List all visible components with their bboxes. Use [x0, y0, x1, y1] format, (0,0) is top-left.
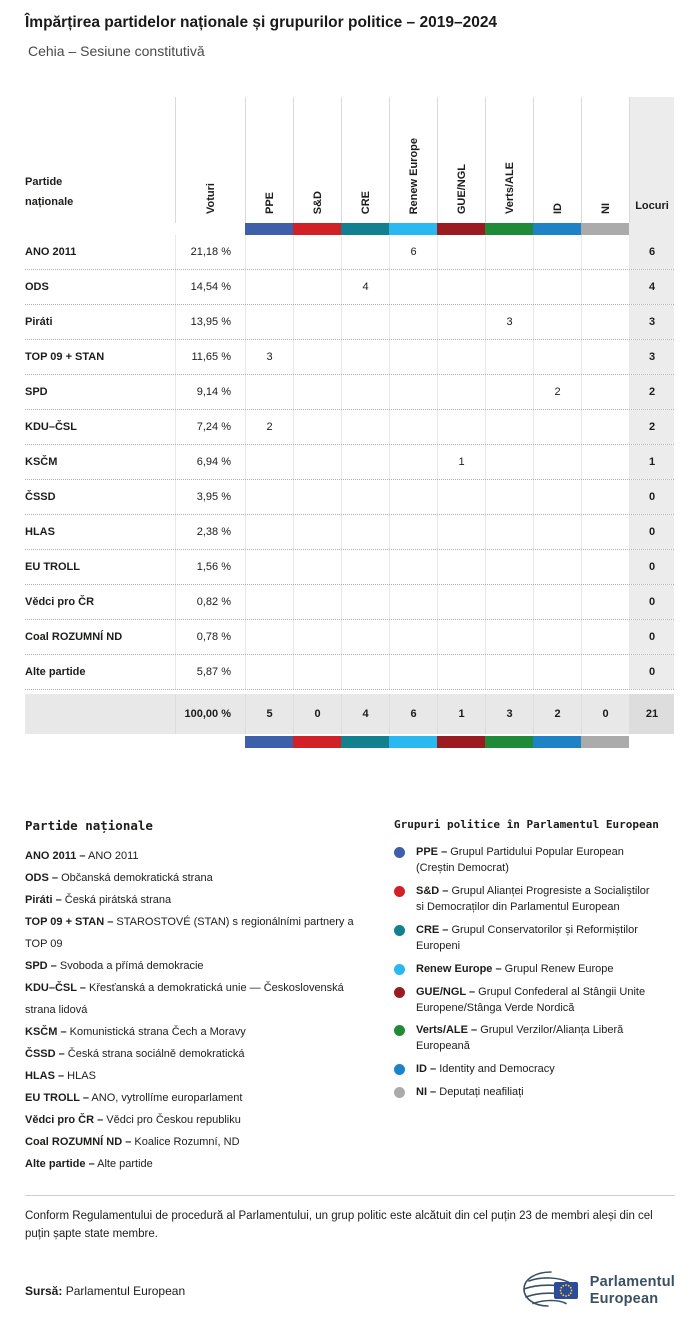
group-column-header-cell: [293, 97, 341, 223]
group-legend-text: NI – Deputați neafiliați: [416, 1086, 524, 1099]
total-group-seats-cell: 2: [533, 694, 581, 734]
group-color-bar: [437, 223, 485, 235]
footer-divider: [25, 1195, 675, 1196]
party-legend-abbr: KDU–ČSL –: [25, 982, 86, 994]
european-parliament-logo: [518, 1268, 675, 1314]
group-column-header-cell: [389, 97, 437, 223]
group-seats-cell: [437, 620, 485, 654]
group-seats-cell: [437, 655, 485, 689]
group-seats-cell: [245, 585, 293, 619]
group-seats-cell: [389, 410, 437, 444]
group-seats-cell: [533, 480, 581, 514]
group-seats-cell: [533, 620, 581, 654]
group-seats-cell: [341, 620, 389, 654]
table-row: [25, 340, 674, 375]
parties-legend-title: Partide naționale: [25, 818, 153, 833]
seats-cell: 6: [629, 235, 674, 269]
party-legend-item: HLAS – HLAS: [25, 1070, 96, 1082]
votes-cell: 14,54 %: [175, 270, 245, 304]
party-name-cell: EU TROLL: [25, 561, 80, 573]
total-group-seats-cell: 0: [293, 694, 341, 734]
group-seats-cell: [389, 340, 437, 374]
group-seats-cell: [389, 305, 437, 339]
party-legend-abbr: ČSSD –: [25, 1048, 65, 1060]
group-seats-cell: [245, 480, 293, 514]
source-line: [25, 1284, 185, 1298]
seats-cell: 3: [629, 305, 674, 339]
votes-cell: 11,65 %: [175, 340, 245, 374]
group-column-header-cell: [485, 97, 533, 223]
group-seats-cell: 6: [389, 235, 437, 269]
party-legend-abbr: Piráti –: [25, 894, 62, 906]
group-column-label: S&D: [311, 190, 324, 214]
group-color-dot: [394, 886, 405, 897]
group-seats-cell: [485, 550, 533, 584]
party-legend-abbr: ODS –: [25, 872, 59, 884]
group-seats-cell: [389, 550, 437, 584]
group-seats-cell: [341, 340, 389, 374]
seats-column-label: Locuri: [635, 200, 669, 212]
group-seats-cell: [581, 410, 629, 444]
group-column-label: GUE/NGL: [455, 163, 468, 214]
group-column-header-cell: [437, 97, 485, 223]
group-color-bar: [485, 223, 533, 235]
group-color-dot: [394, 925, 405, 936]
group-seats-cell: [245, 655, 293, 689]
table-body: [25, 235, 674, 690]
group-seats-cell: [533, 305, 581, 339]
party-legend-item: KDU–ČSL – Křesťanská a demokratická unie — Československá strana lidová: [25, 982, 344, 1016]
party-legend-item: SPD – Svoboda a přímá demokracie: [25, 960, 204, 972]
total-group-seats-cell: 1: [437, 694, 485, 734]
group-color-bar: [293, 223, 341, 235]
group-seats-cell: [533, 270, 581, 304]
group-color-bar: [245, 223, 293, 235]
group-seats-cell: [485, 620, 533, 654]
group-seats-cell: [293, 620, 341, 654]
group-color-bar: [245, 736, 293, 748]
group-seats-cell: [581, 270, 629, 304]
votes-cell: 1,56 %: [175, 550, 245, 584]
group-legend-text: Renew Europe – Grupul Renew Europe: [416, 962, 614, 975]
logo-text-line2: European: [589, 1290, 659, 1307]
party-legend-abbr: Coal ROZUMNÍ ND –: [25, 1136, 132, 1148]
party-legend-abbr: SPD –: [25, 960, 57, 972]
group-legend-abbr: ID –: [416, 1063, 437, 1076]
group-legend-item: [394, 985, 675, 1017]
group-seats-cell: [437, 480, 485, 514]
group-column-header-cell: [341, 97, 389, 223]
group-seats-cell: [293, 585, 341, 619]
party-name-cell: ANO 2011: [25, 246, 77, 258]
footer-bar: [25, 1268, 675, 1314]
group-legend-text: GUE/NGL – Grupul Confederal al Stângii Unite Europene/Stânga Verde Nordică: [416, 985, 646, 1014]
party-legend-item: ANO 2011 – ANO 2011: [25, 850, 139, 862]
group-seats-cell: [389, 620, 437, 654]
group-color-bar: [485, 736, 533, 748]
party-legend-abbr: HLAS –: [25, 1070, 65, 1082]
table-row: [25, 515, 674, 550]
group-seats-cell: 1: [437, 445, 485, 479]
votes-cell: 21,18 %: [175, 235, 245, 269]
group-color-dot: [394, 847, 405, 858]
party-column-label: Partide naționale: [25, 176, 74, 209]
group-color-bar: [533, 736, 581, 748]
group-seats-cell: [293, 480, 341, 514]
table-row: [25, 480, 674, 515]
group-seats-cell: [245, 515, 293, 549]
page-title: Împărțirea partidelor naționale și grupurilor politice – 2019–2024: [25, 14, 498, 31]
group-seats-cell: [437, 340, 485, 374]
group-seats-cell: [485, 235, 533, 269]
group-legend-text: CRE – Grupul Conservatorilor și Reformiștilor Europeni: [416, 923, 638, 952]
group-column-label: Verts/ALE: [503, 162, 516, 214]
seats-cell: 3: [629, 340, 674, 374]
group-color-bars-bottom: [25, 736, 674, 748]
group-column-header-cell: [245, 97, 293, 223]
party-name-cell: Piráti: [25, 316, 53, 328]
page-subtitle: Cehia – Sesiune constitutivă: [28, 43, 205, 59]
group-seats-cell: [581, 655, 629, 689]
group-seats-cell: [389, 270, 437, 304]
group-seats-cell: [485, 585, 533, 619]
group-column-header-cell: [533, 97, 581, 223]
seats-cell: 0: [629, 620, 674, 654]
parties-legend: [25, 818, 377, 1175]
group-seats-cell: [485, 375, 533, 409]
group-seats-cell: [437, 270, 485, 304]
group-seats-cell: [533, 410, 581, 444]
group-seats-cell: [485, 410, 533, 444]
group-seats-cell: [245, 550, 293, 584]
total-group-seats-cell: 0: [581, 694, 629, 734]
seats-cell: 0: [629, 515, 674, 549]
group-seats-cell: [437, 375, 485, 409]
party-name-cell: ČSSD: [25, 491, 56, 503]
seats-cell: 0: [629, 585, 674, 619]
party-legend-item: TOP 09 + STAN – STAROSTOVÉ (STAN) s regionálními partnery a TOP 09: [25, 916, 354, 950]
party-legend-item: ODS – Občanská demokratická strana: [25, 872, 213, 884]
group-seats-cell: [581, 480, 629, 514]
group-legend-text: PPE – Grupul Partidului Popular European (Creștin Democrat): [416, 846, 624, 874]
votes-column-label: Voturi: [204, 183, 217, 214]
group-seats-cell: [341, 585, 389, 619]
votes-cell: 6,94 %: [175, 445, 245, 479]
votes-cell: 3,95 %: [175, 480, 245, 514]
group-seats-cell: [581, 340, 629, 374]
group-seats-cell: [389, 445, 437, 479]
source-label: Sursă:: [25, 1283, 63, 1298]
seats-cell: 0: [629, 655, 674, 689]
party-name-cell: TOP 09 + STAN: [25, 351, 105, 363]
total-group-seats-cell: 5: [245, 694, 293, 734]
total-label-cell: [25, 694, 175, 734]
group-seats-cell: 3: [485, 305, 533, 339]
party-legend-abbr: EU TROLL –: [25, 1092, 89, 1104]
group-seats-cell: 2: [245, 410, 293, 444]
group-column-header-cell: [581, 97, 629, 223]
group-seats-cell: [437, 585, 485, 619]
total-row: [25, 694, 674, 734]
group-color-dot: [394, 1087, 405, 1098]
group-color-bar: [293, 736, 341, 748]
party-name-cell: SPD: [25, 386, 48, 398]
group-legend-item: [394, 845, 675, 877]
group-legend-item: [394, 923, 675, 955]
group-legend-item: [394, 1062, 675, 1078]
table-row: [25, 235, 674, 270]
group-color-dot: [394, 1025, 405, 1036]
group-seats-cell: [245, 305, 293, 339]
total-group-seats-cell: 4: [341, 694, 389, 734]
seats-cell: 4: [629, 270, 674, 304]
table-row: [25, 305, 674, 340]
group-seats-cell: [533, 340, 581, 374]
total-group-seats-cell: 6: [389, 694, 437, 734]
group-seats-cell: [437, 305, 485, 339]
group-legend-abbr: Renew Europe –: [416, 962, 502, 975]
group-seats-cell: [581, 375, 629, 409]
results-table: [25, 97, 674, 748]
group-seats-cell: [245, 375, 293, 409]
seats-column-header-cell: [629, 97, 674, 223]
group-seats-cell: [341, 410, 389, 444]
group-legend-item: [394, 1023, 675, 1055]
group-seats-cell: [389, 655, 437, 689]
group-color-bar: [341, 736, 389, 748]
total-group-seats-cell: 3: [485, 694, 533, 734]
group-seats-cell: [293, 445, 341, 479]
table-row: [25, 445, 674, 480]
legends-section: [25, 818, 675, 1175]
group-seats-cell: [245, 445, 293, 479]
party-legend-item: Alte partide – Alte partide: [25, 1158, 153, 1170]
group-legend-abbr: NI –: [416, 1086, 437, 1099]
group-seats-cell: [293, 305, 341, 339]
total-votes-cell: 100,00 %: [175, 694, 245, 734]
party-name-cell: ODS: [25, 281, 49, 293]
group-seats-cell: [341, 445, 389, 479]
group-seats-cell: [437, 410, 485, 444]
group-seats-cell: [533, 550, 581, 584]
group-seats-cell: [533, 235, 581, 269]
votes-column-header-cell: [175, 97, 245, 223]
seats-cell: 2: [629, 375, 674, 409]
votes-cell: 5,87 %: [175, 655, 245, 689]
votes-cell: 13,95 %: [175, 305, 245, 339]
group-seats-cell: 3: [245, 340, 293, 374]
group-seats-cell: [389, 585, 437, 619]
group-color-dot: [394, 987, 405, 998]
group-seats-cell: [581, 620, 629, 654]
group-color-bar: [389, 736, 437, 748]
party-legend-item: Piráti – Česká pirátská strana: [25, 894, 172, 906]
group-color-dot: [394, 964, 405, 975]
group-seats-cell: [581, 305, 629, 339]
group-seats-cell: [341, 550, 389, 584]
seats-cell: 0: [629, 550, 674, 584]
group-seats-cell: [341, 480, 389, 514]
group-seats-cell: [341, 655, 389, 689]
group-color-bar: [437, 736, 485, 748]
source-value: Parlamentul European: [65, 1283, 186, 1298]
group-legend-abbr: CRE –: [416, 923, 449, 936]
group-color-dot: [394, 1064, 405, 1075]
logo-text: [590, 1274, 675, 1307]
votes-cell: 0,78 %: [175, 620, 245, 654]
party-name-cell: HLAS: [25, 526, 55, 538]
group-legend-abbr: Verts/ALE –: [416, 1024, 478, 1037]
party-name-cell: Vědci pro ČR: [25, 596, 95, 608]
european-parliament-logo-mark: [518, 1268, 582, 1314]
group-column-label: ID: [551, 203, 564, 214]
group-color-bar: [389, 223, 437, 235]
party-legend-item: EU TROLL – ANO, vytrollíme europarlament: [25, 1092, 243, 1104]
group-legend-text: ID – Identity and Democracy: [416, 1063, 555, 1076]
group-seats-cell: [581, 550, 629, 584]
group-seats-cell: [437, 515, 485, 549]
group-seats-cell: 2: [533, 375, 581, 409]
group-seats-cell: [341, 305, 389, 339]
group-legend-item: [394, 962, 675, 978]
groups-legend-list: [394, 845, 675, 1101]
group-seats-cell: [293, 655, 341, 689]
party-legend-item: Vědci pro ČR – Vědci pro Českou republiku: [25, 1114, 241, 1126]
table-header-row: [25, 97, 674, 223]
party-name-cell: KSČM: [25, 456, 58, 468]
seats-cell: 0: [629, 480, 674, 514]
group-column-label: PPE: [263, 191, 276, 214]
group-seats-cell: [485, 655, 533, 689]
group-color-bar: [581, 223, 629, 235]
party-column-header-cell: [25, 97, 175, 223]
party-legend-abbr: ANO 2011 –: [25, 850, 86, 862]
party-legend-abbr: TOP 09 + STAN –: [25, 916, 114, 928]
group-seats-cell: [533, 655, 581, 689]
group-seats-cell: [485, 480, 533, 514]
group-seats-cell: 4: [341, 270, 389, 304]
party-name-cell: Coal ROZUMNÍ ND: [25, 631, 123, 643]
group-column-label: CRE: [359, 190, 372, 214]
group-legend-abbr: GUE/NGL –: [416, 985, 476, 998]
groups-legend-title: Grupuri politice în Parlamentul European: [394, 818, 659, 831]
table-row: [25, 550, 674, 585]
bars-spacer: [25, 223, 245, 235]
party-legend-item: Coal ROZUMNÍ ND – Koalice Rozumní, ND: [25, 1136, 240, 1148]
votes-cell: 9,14 %: [175, 375, 245, 409]
group-color-bar: [341, 223, 389, 235]
group-legend-item: [394, 1085, 675, 1101]
votes-cell: 7,24 %: [175, 410, 245, 444]
group-legend-item: [394, 884, 675, 916]
table-row: [25, 270, 674, 305]
group-seats-cell: [245, 620, 293, 654]
group-seats-cell: [389, 375, 437, 409]
party-legend-abbr: Alte partide –: [25, 1158, 95, 1170]
group-seats-cell: [533, 585, 581, 619]
party-legend-item: ČSSD – Česká strana sociálně demokratická: [25, 1048, 245, 1060]
table-row: [25, 375, 674, 410]
group-seats-cell: [293, 515, 341, 549]
group-seats-cell: [341, 375, 389, 409]
procedure-note: Conform Regulamentului de procedură al Parlamentului, un grup politic este alcătuit din cel puțin 23 de membri aleși din cel puțin șapte state membre.: [25, 1210, 653, 1240]
group-seats-cell: [293, 410, 341, 444]
party-name-cell: KDU–ČSL: [25, 421, 77, 433]
group-column-label: Renew Europe: [407, 137, 420, 214]
table-row: [25, 620, 674, 655]
group-seats-cell: [581, 585, 629, 619]
group-legend-abbr: PPE –: [416, 846, 448, 858]
group-legend-abbr: S&D –: [416, 884, 449, 897]
group-color-bar: [581, 736, 629, 748]
group-seats-cell: [485, 515, 533, 549]
group-seats-cell: [293, 340, 341, 374]
groups-legend: [394, 818, 675, 1175]
group-seats-cell: [485, 270, 533, 304]
parties-legend-list: [25, 845, 377, 1175]
group-seats-cell: [485, 340, 533, 374]
party-legend-abbr: Vědci pro ČR –: [25, 1114, 104, 1126]
party-name-cell: Alte partide: [25, 666, 86, 678]
group-seats-cell: [293, 375, 341, 409]
group-seats-cell: [293, 235, 341, 269]
seats-cell: 1: [629, 445, 674, 479]
group-seats-cell: [245, 270, 293, 304]
group-legend-text: S&D – Grupul Alianței Progresiste a Socialiștilor si Democraților din Parlamentul European: [416, 884, 650, 913]
group-seats-cell: [437, 235, 485, 269]
group-seats-cell: [389, 480, 437, 514]
group-seats-cell: [533, 515, 581, 549]
votes-cell: 0,82 %: [175, 585, 245, 619]
group-seats-cell: [581, 515, 629, 549]
logo-text-line1: Parlamentul: [589, 1273, 675, 1290]
group-seats-cell: [581, 445, 629, 479]
group-seats-cell: [341, 515, 389, 549]
group-seats-cell: [293, 270, 341, 304]
votes-cell: 2,38 %: [175, 515, 245, 549]
group-color-bar: [533, 223, 581, 235]
table-row: [25, 585, 674, 620]
table-row: [25, 655, 674, 690]
group-legend-text: Verts/ALE – Grupul Verzilor/Alianța Liberă Europeană: [416, 1024, 624, 1053]
table-row: [25, 410, 674, 445]
party-legend-item: KSČM – Komunistická strana Čech a Moravy: [25, 1026, 246, 1038]
total-seats-cell: 21: [629, 694, 674, 734]
group-seats-cell: [293, 550, 341, 584]
party-legend-abbr: KSČM –: [25, 1026, 67, 1038]
group-seats-cell: [341, 235, 389, 269]
group-seats-cell: [389, 515, 437, 549]
group-seats-cell: [437, 550, 485, 584]
group-column-label: NI: [599, 203, 612, 214]
group-seats-cell: [581, 235, 629, 269]
group-seats-cell: [533, 445, 581, 479]
group-seats-cell: [245, 235, 293, 269]
group-color-bars-top: [25, 223, 674, 235]
group-seats-cell: [485, 445, 533, 479]
seats-cell: 2: [629, 410, 674, 444]
seats-column-bar: [629, 223, 674, 235]
